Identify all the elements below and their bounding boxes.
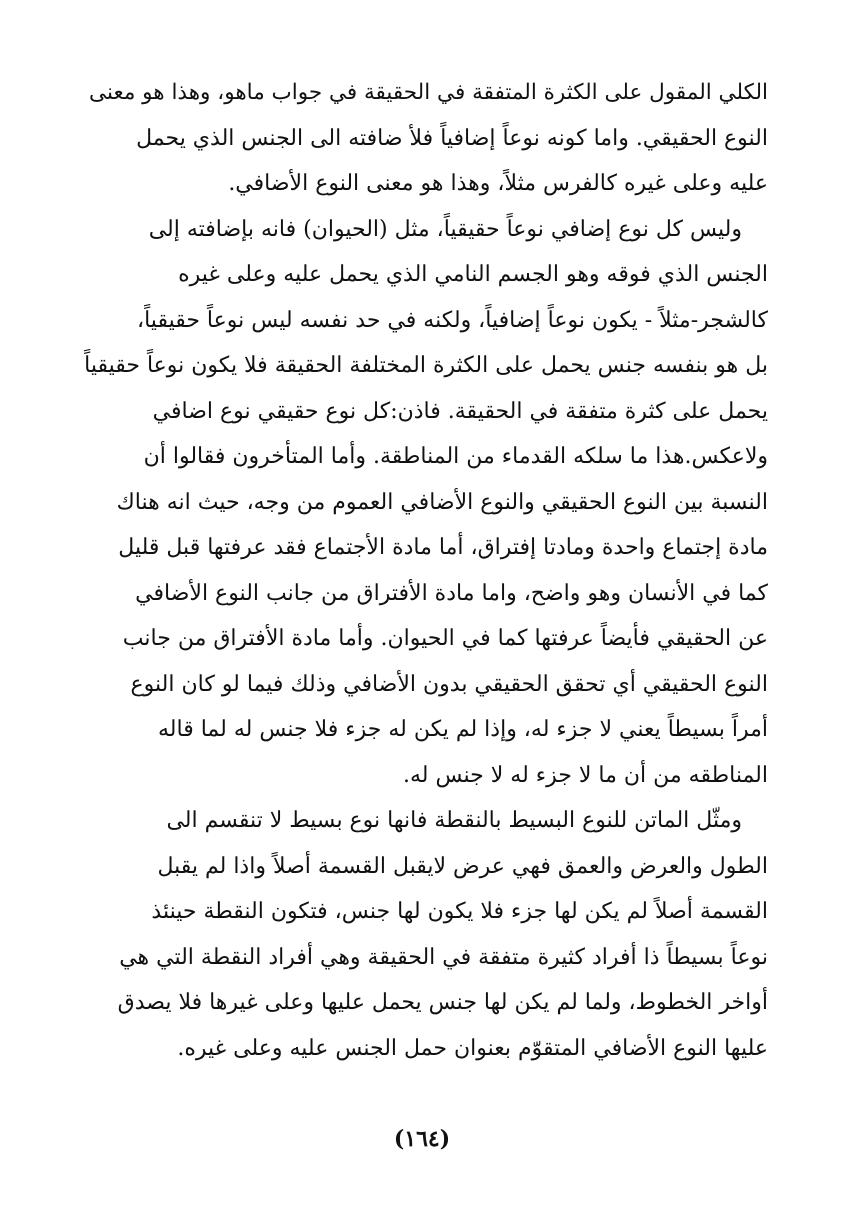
text-line: عليه وعلى غيره كالفرس مثلاً، وهذا هو معنى النوع الأضافي. (228, 171, 768, 196)
text-line: عن الحقيقي فأيضاً عرفتها كما في الحيوان. وأما مادة الأفتراق من جانب (122, 626, 768, 651)
text-line: النوع الحقيقي. واما كونه نوعاً إضافياً فلأ ضافته الى الجنس الذي يحمل (136, 125, 768, 151)
text-line: بل هو بنفسه جنس يحمل على الكثرة المختلفة الحقيقة فلا يكون نوعاً حقيقياً (84, 353, 768, 378)
text-line: ومثّل الماتن للنوع البسيط بالنقطة فانها نوع بسيط لا تنقسم الى (166, 808, 742, 833)
text-line: النسبة بين النوع الحقيقي والنوع الأضافي العموم من وجه، حيث انه هناك (116, 489, 768, 515)
text-line: ولاعكس.هذا ما سلكه القدماء من المناطقة. وأما المتأخرون فقالوا أن (143, 444, 768, 469)
body-text (78, 70, 768, 1071)
text-line: وليس كل نوع إضافي نوعاً حقيقياً، مثل (الحيوان) فانه بإضافته إلى (148, 216, 742, 242)
text-line: الطول والعرض والعمق فهي عرض لايقبل القسمة أصلاً واذا لم يقبل (157, 853, 768, 879)
text-line: كالشجر-مثلاً - يكون نوعاً إضافياً، ولكنه في حد نفسه ليس نوعاً حقيقياً، (137, 307, 768, 333)
text-line: الكلي المقول على الكثرة المتفقة في الحقيقة في جواب ماهو، وهذا هو معنى (89, 80, 768, 105)
page-number: (١٦٤) (393, 1126, 451, 1152)
text-line: الجنس الذي فوقه وهو الجسم النامي الذي يحمل عليه وعلى غيره (178, 262, 768, 287)
text-line: أواخر الخطوط، ولما لم يكن لها جنس يحمل عليها وعلى غيرها فلا يصدق (117, 990, 768, 1015)
text-line: نوعاً بسيطاً ذا أفراد كثيرة متفقة في الحقيقة وهي أفراد النقطة التي هي (119, 944, 768, 970)
text-line: النوع الحقيقي أي تحقق الحقيقي بدون الأضافي وذلك فيما لو كان النوع (130, 671, 768, 697)
text-line: يحمل على كثرة متفقة في الحقيقة. فاذن:كل نوع حقيقي نوع اضافي (152, 398, 768, 424)
text-line: القسمة أصلاً لم يكن لها جزء فلا يكون لها جنس، فتكون النقطة حينئذ (151, 899, 768, 924)
text-line: عليها النوع الأضافي المتقوّم بعنوان حمل الجنس عليه وعلى غيره. (177, 1035, 768, 1061)
text-line: أمراً بسيطاً يعني لا جزء له، وإذا لم يكن له جزء فلا جنس له لما قاله (158, 717, 768, 742)
text-line: كما في الأنسان وهو واضح، واما مادة الأفتراق من جانب النوع الأضافي (135, 580, 768, 606)
text-line: مادة إجتماع واحدة ومادتا إفتراق، أما مادة الأجتماع فقد عرفتها قبل قليل (118, 535, 768, 560)
text-line: المناطقه من أن ما لا جزء له لا جنس له. (403, 762, 768, 788)
